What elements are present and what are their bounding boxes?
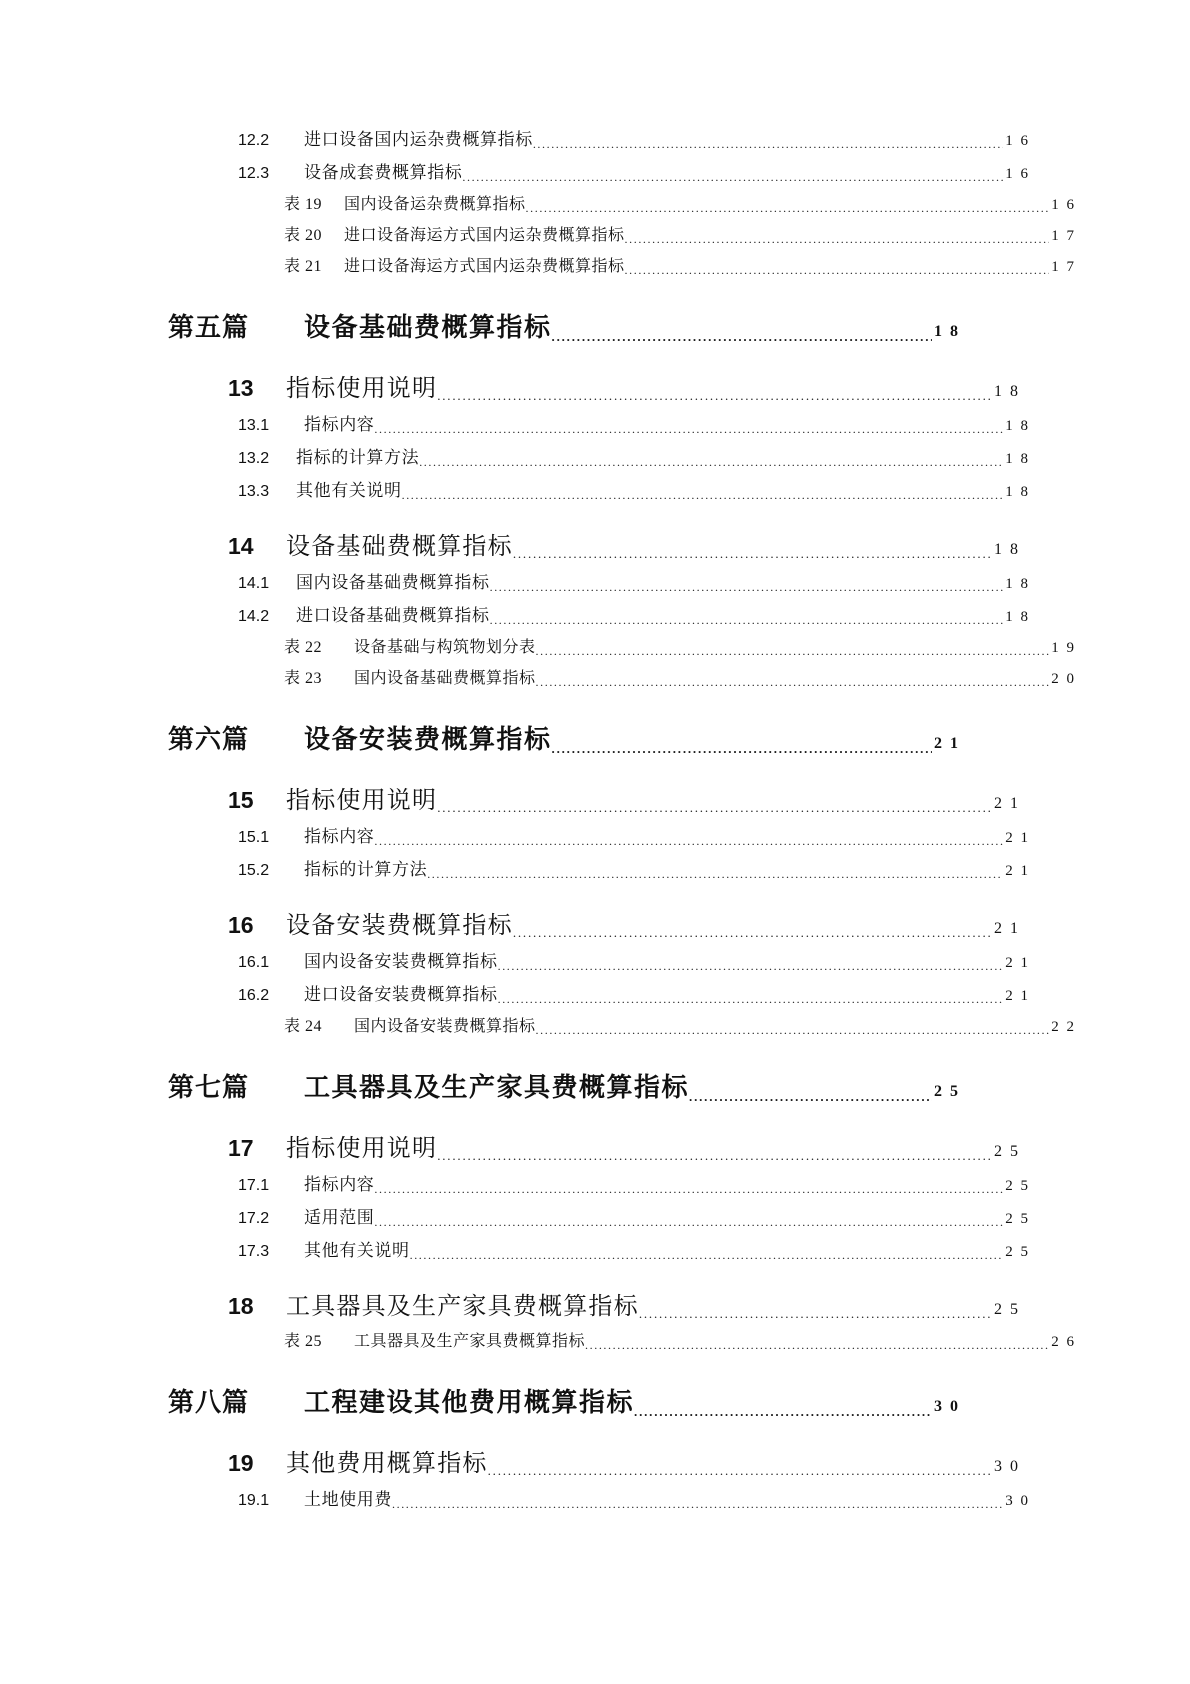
toc-entry-section[interactable]: [160, 855, 1030, 881]
toc-entry-number: 第五篇: [168, 313, 250, 342]
toc-entry-page-number: 1 8: [1005, 451, 1030, 467]
toc-entry-number: 17: [228, 1135, 254, 1161]
toc-entry-chapter[interactable]: [160, 1286, 1020, 1321]
toc-entry-title: 适用范围: [304, 1208, 375, 1227]
toc-entry-page-number: 1 7: [1051, 228, 1076, 244]
toc-entry-title: 设备安装费概算指标: [286, 913, 513, 939]
toc-dot-leader: [402, 490, 1004, 502]
toc-entry-title: 工程建设其他费用概算指标: [304, 1388, 635, 1417]
toc-entry-table[interactable]: [160, 634, 1076, 658]
toc-entry-number: 第八篇: [168, 1388, 250, 1417]
toc-entry-number: 14: [228, 533, 254, 559]
toc-entry-number: 19: [228, 1450, 254, 1476]
toc-entry-title: 其他有关说明: [296, 481, 402, 500]
toc-entry-title: 国内设备运杂费概算指标: [344, 196, 526, 213]
toc-entry-number: 表 21: [284, 258, 323, 275]
toc-entry-title: 指标内容: [304, 827, 375, 846]
toc-entry-page-number: 2 5: [934, 1083, 960, 1100]
toc-entry-page-number: 1 8: [1005, 484, 1030, 500]
toc-entry-title: 工具器具及生产家具费概算指标: [304, 1073, 690, 1102]
toc-entry-number: 16.1: [238, 954, 270, 971]
toc-entry-title: 设备基础费概算指标: [304, 313, 552, 342]
toc-entry-part[interactable]: [160, 719, 960, 756]
toc-dot-leader: [625, 234, 1050, 246]
toc-entry-table[interactable]: [160, 1013, 1076, 1037]
toc-entry-number: 第六篇: [168, 725, 250, 754]
toc-entry-page-number: 2 1: [1005, 830, 1030, 846]
toc-entry-page-number: 1 7: [1051, 259, 1076, 275]
toc-entry-title: 设备基础与构筑物划分表: [354, 639, 536, 656]
toc-entry-table[interactable]: [160, 253, 1076, 277]
toc-entry-table[interactable]: [160, 191, 1076, 215]
toc-entry-section[interactable]: [160, 601, 1030, 627]
toc-entry-section[interactable]: [160, 125, 1030, 151]
toc-dot-leader: [513, 927, 992, 940]
toc-entry-number: 18: [228, 1293, 254, 1319]
toc-entry-table[interactable]: [160, 1328, 1076, 1352]
toc-dot-leader: [552, 331, 932, 344]
toc-dot-leader: [488, 1465, 992, 1478]
toc-dot-leader: [392, 1499, 1003, 1511]
toc-dot-leader: [526, 203, 1050, 215]
toc-entry-page-number: 2 5: [994, 1301, 1020, 1318]
toc-dot-leader: [536, 1025, 1050, 1037]
toc-entry-title: 进口设备海运方式国内运杂费概算指标: [344, 258, 625, 275]
toc-dot-leader: [536, 646, 1050, 658]
toc-entry-number: 19.1: [238, 1492, 270, 1509]
toc-entry-number: 12.3: [238, 165, 270, 182]
toc-entry-section[interactable]: [160, 158, 1030, 184]
toc-dot-leader: [634, 1406, 932, 1419]
toc-entry-page-number: 2 5: [1005, 1178, 1030, 1194]
toc-entry-page-number: 1 8: [934, 323, 960, 340]
toc-entry-chapter[interactable]: [160, 905, 1020, 940]
toc-entry-section[interactable]: [160, 568, 1030, 594]
toc-entry-page-number: 3 0: [934, 1398, 960, 1415]
toc-entry-number: 17.1: [238, 1177, 270, 1194]
toc-dot-leader: [625, 265, 1050, 277]
toc-entry-number: 表 22: [284, 639, 323, 656]
toc-dot-leader: [374, 836, 1003, 848]
toc-dot-leader: [427, 869, 1003, 881]
toc-entry-number: 13.3: [238, 483, 270, 500]
toc-dot-leader: [498, 961, 1004, 973]
toc-entry-title: 国内设备安装费概算指标: [354, 1018, 536, 1035]
toc-entry-title: 进口设备国内运杂费概算指标: [304, 130, 533, 149]
toc-dot-leader: [437, 390, 992, 403]
toc-entry-page-number: 2 1: [994, 795, 1020, 812]
toc-entry-table[interactable]: [160, 665, 1076, 689]
toc-entry-title: 国内设备基础费概算指标: [296, 573, 490, 592]
toc-entry-page-number: 2 1: [994, 920, 1020, 937]
toc-entry-title: 国内设备基础费概算指标: [354, 670, 536, 687]
toc-entry-number: 14.2: [238, 608, 270, 625]
toc-entry-chapter[interactable]: [160, 780, 1020, 815]
toc-entry-chapter[interactable]: [160, 368, 1020, 403]
toc-entry-title: 进口设备安装费概算指标: [304, 985, 498, 1004]
toc-entry-section[interactable]: [160, 443, 1030, 469]
toc-dot-leader: [419, 457, 1003, 469]
toc-entry-page-number: 1 9: [1051, 640, 1076, 656]
toc-entry-number: 16: [228, 912, 254, 938]
toc-dot-leader: [410, 1250, 1004, 1262]
toc-dot-leader: [374, 1184, 1003, 1196]
table-of-contents: [160, 125, 1076, 1511]
toc-entry-number: 表 19: [284, 196, 323, 213]
toc-entry-table[interactable]: [160, 222, 1076, 246]
toc-entry-title: 指标的计算方法: [296, 448, 420, 467]
toc-entry-page-number: 2 2: [1051, 1019, 1076, 1035]
toc-entry-chapter[interactable]: [160, 1128, 1020, 1163]
toc-entry-title: 指标内容: [304, 1175, 375, 1194]
toc-dot-leader: [552, 743, 932, 756]
toc-dot-leader: [585, 1340, 1049, 1352]
toc-entry-section[interactable]: [160, 980, 1030, 1006]
toc-entry-section[interactable]: [160, 1236, 1030, 1262]
toc-entry-chapter[interactable]: [160, 526, 1020, 561]
toc-dot-leader: [374, 424, 1003, 436]
toc-dot-leader: [437, 802, 992, 815]
toc-entry-title: 设备基础费概算指标: [286, 534, 513, 560]
toc-entry-page-number: 2 6: [1051, 1334, 1076, 1350]
toc-entry-page-number: 1 8: [994, 383, 1020, 400]
toc-dot-leader: [498, 994, 1004, 1006]
toc-entry-number: 表 20: [284, 227, 323, 244]
toc-entry-number: 15.2: [238, 862, 270, 879]
toc-entry-number: 12.2: [238, 132, 270, 149]
toc-entry-section[interactable]: [160, 410, 1030, 436]
toc-entry-section[interactable]: [160, 1485, 1030, 1511]
toc-entry-page-number: 3 0: [1005, 1493, 1030, 1509]
toc-entry-section[interactable]: [160, 476, 1030, 502]
toc-dot-leader: [437, 1150, 992, 1163]
toc-entry-section[interactable]: [160, 1170, 1030, 1196]
toc-entry-number: 16.2: [238, 987, 270, 1004]
toc-entry-number: 表 24: [284, 1018, 323, 1035]
toc-entry-page-number: 2 1: [1005, 988, 1030, 1004]
toc-entry-page-number: 1 6: [1005, 133, 1030, 149]
toc-entry-title: 其他费用概算指标: [286, 1451, 488, 1477]
toc-dot-leader: [689, 1091, 932, 1104]
toc-entry-title: 设备成套费概算指标: [304, 163, 463, 182]
toc-entry-section[interactable]: [160, 1203, 1030, 1229]
toc-entry-title: 工具器具及生产家具费概算指标: [286, 1294, 639, 1320]
toc-entry-title: 指标使用说明: [286, 1136, 438, 1162]
toc-entry-chapter[interactable]: [160, 1443, 1020, 1478]
toc-entry-title: 指标的计算方法: [304, 860, 428, 879]
toc-entry-title: 进口设备基础费概算指标: [296, 606, 490, 625]
toc-dot-leader: [533, 139, 1003, 151]
toc-entry-number: 第七篇: [168, 1073, 250, 1102]
toc-entry-title: 指标内容: [304, 415, 375, 434]
toc-entry-page-number: 1 6: [1005, 166, 1030, 182]
toc-entry-page-number: 1 8: [1005, 609, 1030, 625]
toc-entry-number: 15.1: [238, 829, 270, 846]
toc-entry-part[interactable]: [160, 1067, 960, 1104]
toc-dot-leader: [462, 172, 1003, 184]
toc-entry-page-number: 2 1: [934, 735, 960, 752]
toc-entry-title: 土地使用费: [304, 1490, 392, 1509]
toc-entry-number: 表 25: [284, 1333, 323, 1350]
toc-entry-page-number: 1 8: [1005, 576, 1030, 592]
toc-entry-page-number: 2 1: [1005, 955, 1030, 971]
toc-dot-leader: [490, 615, 1004, 627]
toc-entry-page-number: 2 5: [1005, 1211, 1030, 1227]
toc-entry-number: 17.3: [238, 1243, 270, 1260]
toc-entry-page-number: 3 0: [994, 1458, 1020, 1475]
toc-entry-number: 13.1: [238, 417, 270, 434]
toc-entry-page-number: 1 8: [994, 541, 1020, 558]
toc-entry-part[interactable]: [160, 1382, 960, 1419]
toc-entry-title: 国内设备安装费概算指标: [304, 952, 498, 971]
toc-entry-title: 指标使用说明: [286, 788, 438, 814]
toc-entry-page-number: 2 0: [1051, 671, 1076, 687]
toc-dot-leader: [490, 582, 1004, 594]
toc-entry-page-number: 1 8: [1005, 418, 1030, 434]
toc-entry-page-number: 1 6: [1051, 197, 1076, 213]
toc-dot-leader: [536, 677, 1050, 689]
toc-entry-title: 进口设备海运方式国内运杂费概算指标: [344, 227, 625, 244]
toc-entry-number: 17.2: [238, 1210, 270, 1227]
toc-entry-title: 其他有关说明: [304, 1241, 410, 1260]
toc-entry-page-number: 2 5: [1005, 1244, 1030, 1260]
toc-entry-section[interactable]: [160, 822, 1030, 848]
toc-entry-number: 14.1: [238, 575, 270, 592]
toc-entry-number: 表 23: [284, 670, 323, 687]
toc-entry-section[interactable]: [160, 947, 1030, 973]
toc-entry-part[interactable]: [160, 307, 960, 344]
toc-dot-leader: [374, 1217, 1003, 1229]
toc-entry-title: 设备安装费概算指标: [304, 725, 552, 754]
toc-entry-title: 工具器具及生产家具费概算指标: [354, 1333, 586, 1350]
toc-dot-leader: [513, 548, 992, 561]
toc-entry-title: 指标使用说明: [286, 376, 438, 402]
toc-entry-number: 13.2: [238, 450, 270, 467]
toc-entry-number: 15: [228, 787, 254, 813]
toc-entry-page-number: 2 5: [994, 1143, 1020, 1160]
toc-entry-number: 13: [228, 375, 254, 401]
toc-entry-page-number: 2 1: [1005, 863, 1030, 879]
toc-dot-leader: [639, 1308, 992, 1321]
